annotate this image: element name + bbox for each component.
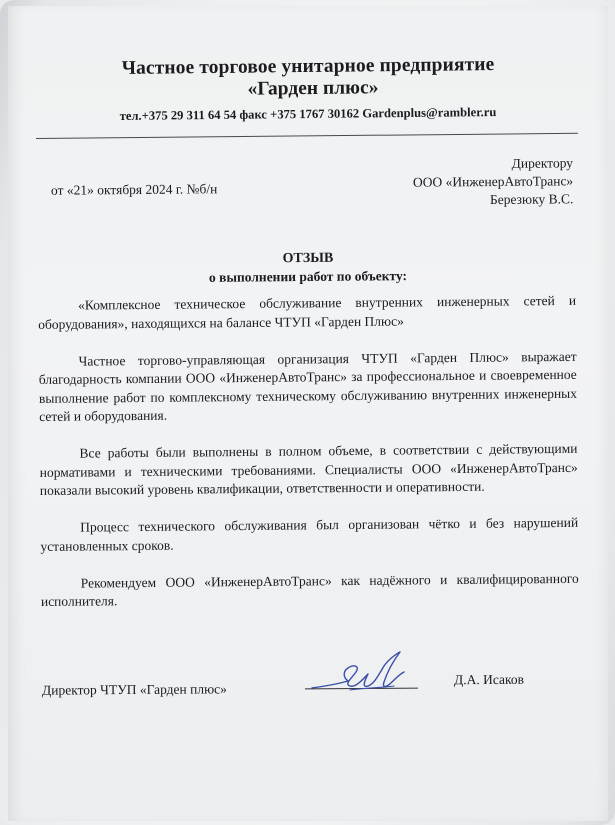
letterhead-divider [36, 133, 578, 139]
document-title: ОТЗЫВ [282, 250, 334, 267]
letter-page [8, 6, 608, 821]
addressee-block [413, 154, 574, 209]
addressee-company: ООО «ИнженерАвтоТранс» [412, 173, 574, 190]
body-paragraph: Частное торгово-управляющая организация ЧТУП «Гарден Плюс» выражает благодарность компании ООО «ИнженерАвтоТранс» за профессиональное и своевременное выполнение работ по комплексному техническому обслуживанию внутренних инженерных сетей и оборудования. [38, 348, 578, 424]
addressee-person: Березюку В.С. [489, 191, 574, 208]
letter-date: от «21» октября 2024 г. №б/н [50, 181, 218, 198]
signatory-name: Д.А. Исаков [453, 671, 525, 688]
handwritten-signature [304, 648, 424, 700]
letterhead-org-brand: «Гарден плюс» [247, 77, 379, 100]
signature-underline-stroke [350, 686, 394, 690]
body-paragraph: Рекомендуем ООО «ИнженерАвтоТранс» как надёжного и квалифицированного исполнителя. [40, 570, 579, 609]
letterhead-contacts: тел.+375 29 311 64 54 факс +375 1767 30162 Gardenplus@rambler.ru [119, 105, 497, 123]
addressee-position: Директору [511, 155, 573, 171]
body-paragraph: Процесс технического обслуживания был организован чётко и без нарушений установленных сроков. [40, 514, 579, 554]
body-paragraph: Все работы были выполнены в полном объеме, в соответствии с действующими нормативами и техническими требованиями. Специалисты ООО «ИнженерАвтоТранс» показали высокий уровень квалификации, ответственности и оперативности. [39, 440, 578, 498]
letter-body [38, 292, 579, 630]
letterhead-org-name: Частное торговое унитарное предприятие [121, 54, 495, 79]
body-paragraph: «Комплексное техническое обслуживание внутренних инженерных сетей и оборудования», находящихся на балансе ЧТУП «Гарден Плюс» [38, 292, 577, 332]
signatory-role: Директор ЧТУП «Гарден плюс» [41, 681, 227, 698]
document-subtitle: о выполнении работ по объекту: [208, 268, 408, 285]
signature-stroke [312, 652, 404, 688]
